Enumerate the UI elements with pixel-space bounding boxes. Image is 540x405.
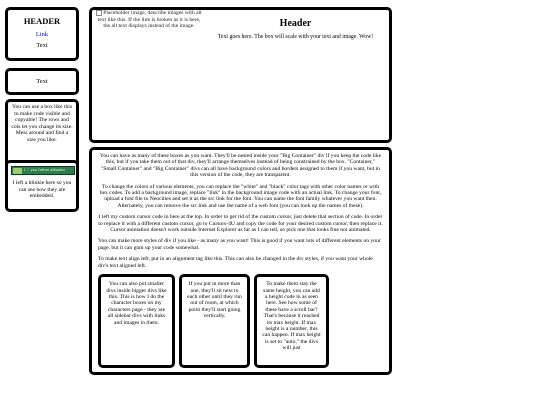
placeholder-image xyxy=(95,10,203,30)
small-box-scroll[interactable] xyxy=(254,274,329,368)
alligator-icon xyxy=(13,168,22,174)
paragraph-styles: You can make more styles of div if you like - as many as you want! This is good if you want lots of different elements on your page, but it can gum up your code somewhat. xyxy=(98,238,381,251)
paragraph-boxes: You can have as many of these boxes as you want. They'll be nested inside your "Big Container" div if you keep the code like this, but if you take them out of that div, they'll arrange themselves instead of being constrained by the box. "Container," "Small Container" and "Big Container" divs can all have background colors and borders assigned to them if you want, but in this version of the code, they are transparent. xyxy=(99,153,382,179)
paragraph-cursor: I left my custom cursor code in here at the top. In order to get rid of the custom cursor, just delete that section of code. In order to replace it with a different custom cursor, go to Cursors-4U and copy the code for your desired custom cursor, then replace it. Cursor animation doesn't work outside Internet Explorer as far as I can tell, so pick one that looks fine not animated. xyxy=(98,214,383,234)
blinkie-image xyxy=(11,166,75,175)
sidebar-text-box xyxy=(5,68,79,95)
blinkie-label: I ♡ you father alligator xyxy=(24,168,66,173)
sidebar-header-box xyxy=(5,7,79,61)
blinkie-caption: I left a blinkie here so you can see how they are embedded. xyxy=(12,180,72,200)
code-copy-text: You can use a box like this to make code visible and copyable! The rows and cols let you change its size. Mess around and find a size you like. xyxy=(11,104,73,143)
sidebar-header: HEADER xyxy=(23,16,61,26)
sidebar-link[interactable]: Link xyxy=(35,31,49,38)
small-box-nested xyxy=(98,274,175,368)
small-box-stacking xyxy=(179,274,250,368)
sidebar-blinkie-box xyxy=(5,160,79,212)
placeholder-image-alt-text: Placeholder image, describe images with alt text like this. If the link is broken as it is here, the alt text displays instead of the image. xyxy=(97,10,202,30)
header-box xyxy=(89,7,392,143)
sidebar-text: Text xyxy=(36,42,48,49)
header-text: Text goes here. The box will scale with your text and image. Wow! xyxy=(217,34,374,40)
broken-image-icon xyxy=(96,10,102,16)
paragraph-align: To make text align left, put in an alignment tag like this. This can also be changed in the div styles, if you want your whole div's text aligned left. xyxy=(98,256,373,269)
big-container[interactable] xyxy=(89,147,392,375)
small-box-text: You can also put smaller divs inside bigger divs like this. This is how I do the character boxes on my characters page - they are all sidebar divs with links and images in them. xyxy=(106,281,167,326)
page-title: Header xyxy=(279,18,312,29)
sidebar-text-box-label: Text xyxy=(36,78,48,85)
paragraph-colors: To change the colors of various elements, you can replace the "white" and "black" color tags with other color names or with hex codes. To add a background image, replace "link" in the background image code with an actual link. To change your font, upload a font file to Neocities and set it as the src link for the font. You can name the font family whatever you want then. Alternately, you can remove the src link and use the name of a web font (you can look up the names of these). xyxy=(99,183,382,209)
small-box-text: To make them stay the same height, you can add a height code in as seen here. See how some of these have a scroll bar? That's because it reached its max height. If max height is a number, this can happen. If max height is set to "auto," the divs will just xyxy=(262,281,321,352)
small-box-text: If you put in more than one, they'll sit next to each other until they run out of room, at which point they'll start going vertically. xyxy=(187,281,242,320)
small-container-row xyxy=(98,274,383,368)
